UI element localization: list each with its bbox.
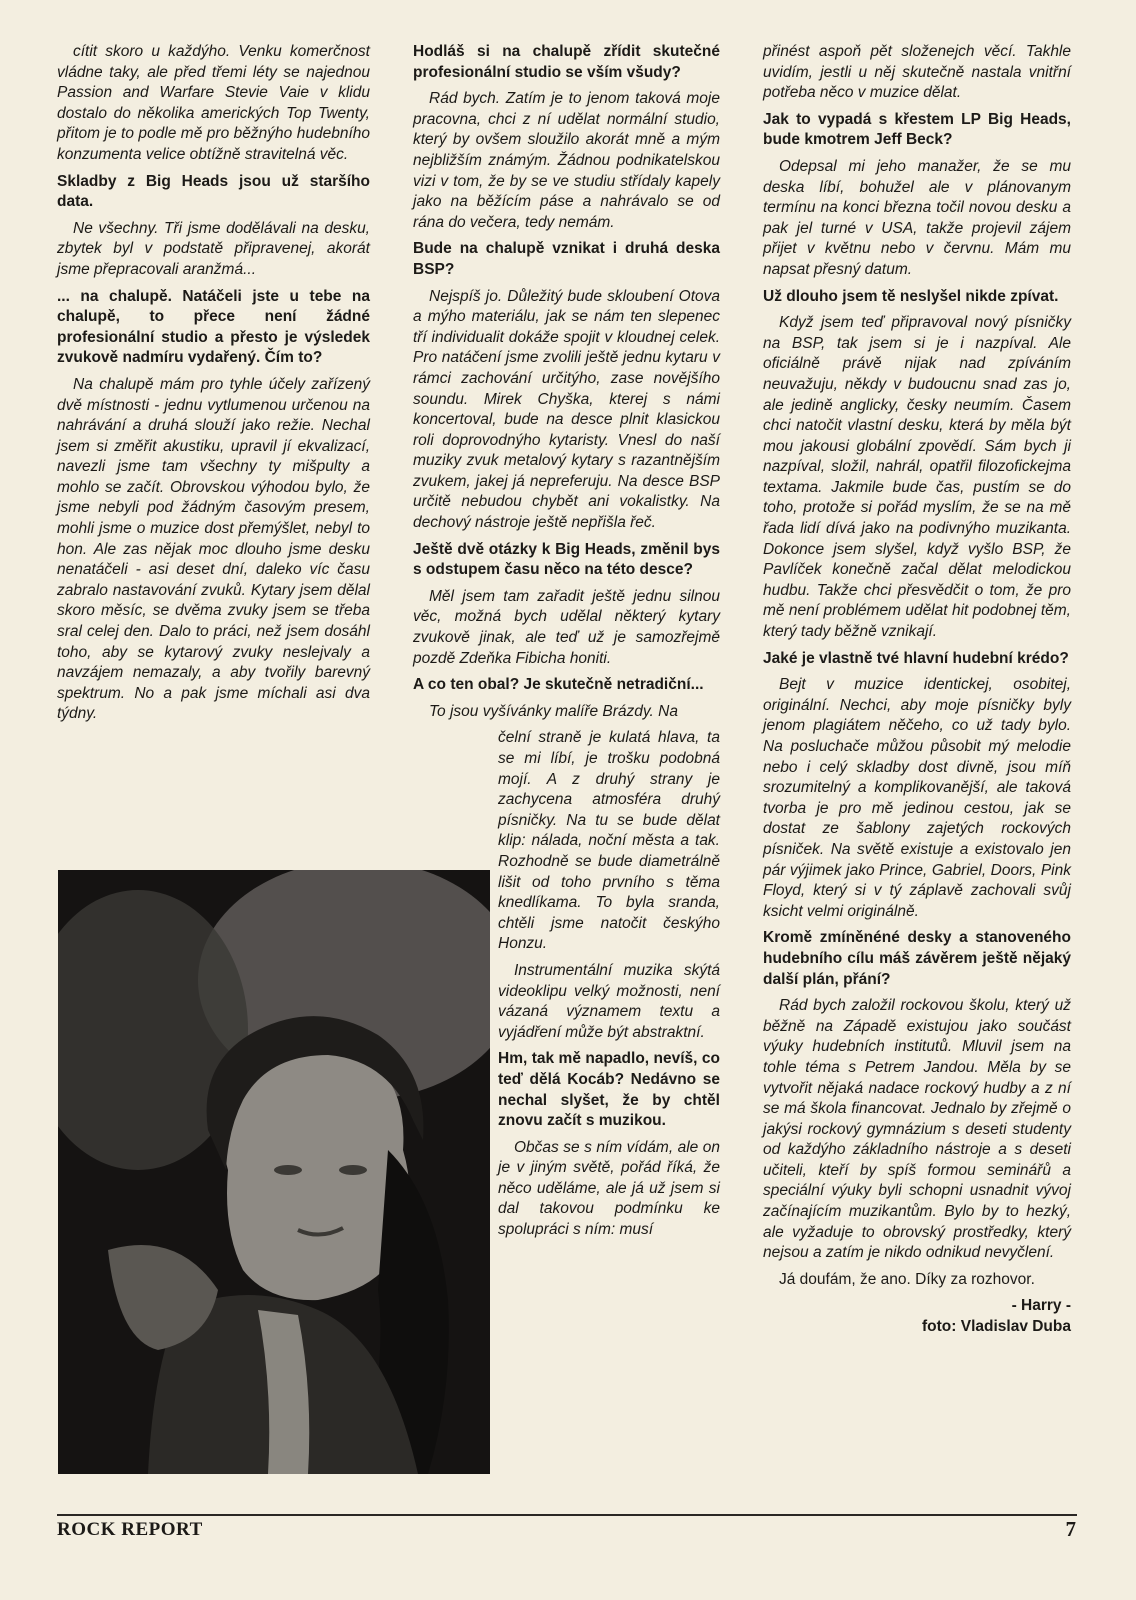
- portrait-photo: [58, 870, 490, 1474]
- text-paragraph: Měl jsem tam zařadit ještě jednu silnou věc, možná bych udělal některý kytary zvukově jinak, ale teď už je samozřejmě pozdě Zdeňka Fibicha honiti.: [413, 587, 720, 667]
- text-paragraph: Nejspíš jo. Důležitý bude skloubení Otova a mýho materiálu, jak se nám ten slepenec tří individualit dokáže spojit v kloudnej celek. Pro natáčení jsme zvolili ještě jednu kytaru v rámci zachování určitýho, zase novějšího soundu. Mirek Chyška, kterej s námi koncertoval, bude na desce plnit klasickou roli doprovodnýho kytaristy. Vnesl do naší muziky zvuk metalový kytary s razantnějším zvukem, jakej já nepreferuju. Na desce BSP určitě nebudou chybět ani vokalistky. Na dechový nástroje ještě nepřišla řeč.: [413, 287, 720, 532]
- text-paragraph: - Harry -: [1011, 1297, 1071, 1315]
- question-paragraph: A co ten obal? Je skutečně netradiční...: [413, 676, 704, 694]
- question-paragraph: Už dlouho jsem tě neslyšel nikde zpívat.: [763, 287, 1059, 305]
- text-paragraph: foto: Vladislav Duba: [922, 1318, 1071, 1336]
- text-paragraph: Ne všechny. Tři jsme dodělávali na desku, zbytek byl v podstatě připravenej, akorát jsme přepracovali aranžmá...: [57, 219, 370, 278]
- text-paragraph: Rád bych založil rockovou školu, který už běžně na Západě existujou jako součást výuky hudebních institutů. Mluvil jsem na tohle téma s Petrem Jandou. Měla by se vytvořit nějaká nadace rockový hudby a z ní se má škola financovat. Jednalo by zřejmě o jakýsi rockový gymnázium s deseti studenty od každýho základního nástroje a s deseti učiteli, kteří by spíš formou seminářů a speciální výuky byli schopni usnadnit vývoj začínajícím muzikantům. Bylo by to hezký, ale vyžaduje to obrovský prostředky, který nejsou a zatím je nikdo odnikud nevyčlení.: [763, 997, 1071, 1262]
- text-paragraph: Bejt v muzice identickej, osobitej, originální. Nechci, aby moje písničky byly jenom plagiátem něčeho, co už tady bylo. Na posluchače můžou působit mý melodie nebo i celý skladby dost divně, jsou míň srozumitelný a komplikovanější, ale taková tvorba je pro mě jedinou cestou, jak se dostat ze šablony zajetých rockových písniček. Na světě existuje a existovalo jen pár výjimek jako Prince, Gabriel, Doors, Pink Floyd, který si v tý záplavě zachovali svůj ksicht velmi originálně.: [763, 676, 1071, 920]
- text-paragraph: To jsou vyšívánky malíře Brázdy. Na: [429, 702, 678, 720]
- text-paragraph: čelní straně je kulatá hlava, ta se mi líbí, je trošku podobná mojí. A z druhý strany je zachycena atmosféra druhý písničky. Na tu se bude dělat klip: nálada, noční města a tak. Rozhodně se bude diametrálně lišit od toho prvního s těma knedlíkama. To byla sranda, chtěli jsme natočit českýho Honzu.: [498, 729, 720, 953]
- question-paragraph: Hm, tak mě napadlo, nevíš, co teď dělá Kocáb? Nedávno se nechal slyšet, že by chtěl znovu začít s muzikou.: [498, 1050, 720, 1130]
- text-paragraph: Já doufám, že ano. Díky za rozhovor.: [779, 1270, 1035, 1288]
- question-paragraph: Skladby z Big Heads jsou už staršího data.: [57, 172, 370, 211]
- question-paragraph: Bude na chalupě vznikat i druhá deska BSP?: [413, 240, 720, 278]
- column-3: [763, 42, 1071, 1338]
- text-paragraph: Rád bych. Zatím je to jenom taková moje pracovna, chci z ní udělat normální studio, který by ovšem sloužilo akorát mně a mým nejbližším známým. Žádnou podnikatelskou vizi v tom, že by se ve studiu střídaly kapely jako na běžícím páse a nahrávalo se od rána do večera, tedy nemám.: [413, 90, 720, 231]
- question-paragraph: Ještě dvě otázky k Big Heads, změnil bys s odstupem času něco na této desce?: [413, 540, 720, 579]
- footer-rule: [57, 1514, 1077, 1516]
- text-paragraph: Na chalupě mám pro tyhle účely zařízený dvě místnosti - jednu vytlumenou určenou na nahrávání a druhá slouží jako režie. Nechal jsem si změřit akustiku, upravil jí ekvalizací, navezli jsme tam všechny ty mišpulty a mohlo se začít. Obrovskou výhodou bylo, že jsme nebyli pod žádným časovým presem, mohli jsme o muzice dost přemýšlet, nebyl to hon. Ale zas nějak moc dlouho jsme desku nenatáčeli - asi deset dní, daleko víc času zabralo nastavování zvuků. Kytary jsem dělal skoro měsíc, se dvěma zvuky jsem se třeba sral celej den. Dalo to práci, než jsem dosáhl toho, aby se kytarový zvuky neslejvaly a navzájem nemazaly, a aby tvořily barevný spektrum. No a pak jsme míchali asi dva týdny.: [57, 375, 370, 723]
- question-paragraph: Hodláš si na chalupě zřídit skutečné profesionální studio se vším všudy?: [413, 43, 720, 81]
- question-paragraph: Jak to vypadá s křestem LP Big Heads, bude kmotrem Jeff Beck?: [763, 110, 1071, 149]
- portrait-photo-icon: [58, 870, 490, 1474]
- magazine-name: ROCK REPORT: [57, 1519, 203, 1540]
- page-number: 7: [1065, 1517, 1076, 1541]
- text-paragraph: Odepsal mi jeho manažer, že se mu deska líbí, bohužel ale v plánovanym termínu na konci března točil novou desku a pak jel turné v USA, takže projevil zájem přijet v květnu nebo v červnu. Mám mu napsat přesný datum.: [763, 157, 1071, 278]
- text-paragraph: cítit skoro u každýho. Venku komerčnost vládne taky, ale před třemi léty se najednou Passion and Warfare Stevie Vaie v klidu dostalo do několika amerických Top Twenty, přitom je to podle mě pro běžnýho hudebního konzumenta velice obtížně stravitelná věc.: [57, 43, 370, 163]
- question-paragraph: Kromě zmíněnéné desky a stanoveného hudebního cílu máš závěrem ještě nějaký další plán, přání?: [763, 929, 1071, 988]
- question-paragraph: ... na chalupě. Natáčeli jste u tebe na chalupě, to přece není žádné profesionální studio a přesto je výsledek zvukově nadmíru vydařený. Čím to?: [57, 287, 370, 367]
- question-paragraph: Jaké je vlastně tvé hlavní hudební krédo?: [763, 649, 1069, 667]
- column-1: [57, 42, 370, 731]
- text-paragraph: Občas se s ním vídám, ale on je v jiným světě, pořád říká, že něco uděláme, ale já už jsem si dal takovou podmínku ke spolupráci s ním: musí: [498, 1138, 720, 1239]
- text-paragraph: Když jsem teď připravoval nový písničky na BSP, tak jsem si je i nazpíval. Ale oficiálně právě nijak nad zpíváním neuvažuju, někdy v budoucnu snad zas jo, ale jedině anglicky, česky neumím. Časem chci natočit vlastní desku, která by měla být mou jakousi globální zpovědí. Sám bych ji nazpíval, složil, nahrál, opatřil filozofickejma textama. Jakmile bude čas, pustím se do toho, protože si pořád myslím, že se na mě řada lidí dívá jako na podivnýho muzikanta. Dokonce jsem slyšel, když vyšlo BSP, že Pavlíček konečně začal dělat melodickou hudbu. Takže chci přesvědčit o tom, že pro mě není problémem udělat hit podobnej těm, který tady běžně vznikají.: [763, 314, 1071, 641]
- text-paragraph: přinést aspoň pět složenejch věcí. Takhle uvidím, jestli u něj skutečně nastala vnitřní potřeba něco v muzice dělat.: [763, 43, 1071, 102]
- text-paragraph: Instrumentální muzika skýtá videoklipu velký možnosti, není vázaná významem textu a vyjádření může být abstraktní.: [498, 961, 720, 1041]
